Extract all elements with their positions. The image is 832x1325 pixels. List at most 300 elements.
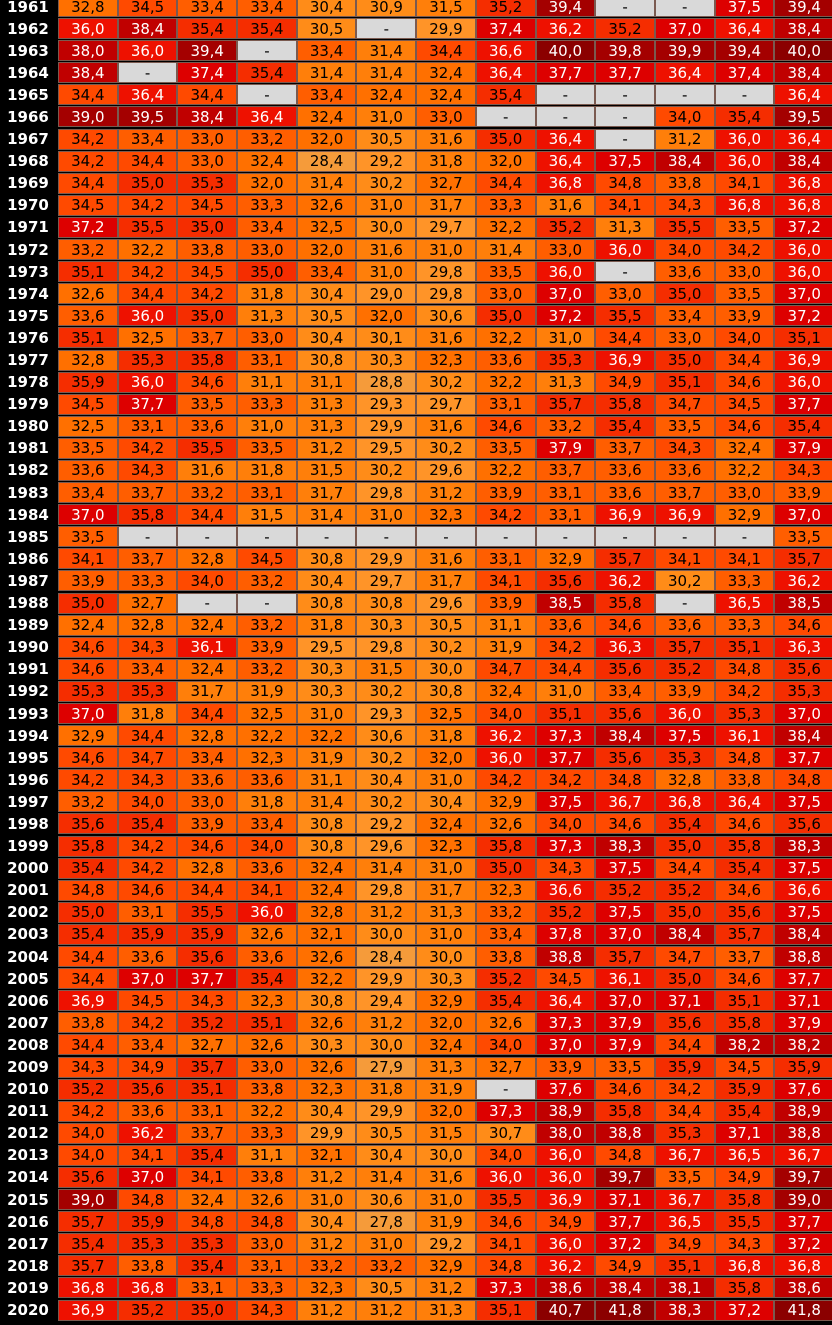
value-cell: 38,4 <box>655 924 715 945</box>
value-cell: 33,9 <box>655 681 715 702</box>
value-cell: 36,8 <box>655 791 715 812</box>
value-cell: 36,2 <box>536 1255 596 1276</box>
value-cell: 32,6 <box>237 1189 297 1210</box>
max-cell: 39,0 <box>774 1189 832 1210</box>
year-cell: 2019 <box>0 1277 58 1298</box>
value-cell: 34,6 <box>476 416 536 437</box>
value-cell: 34,2 <box>118 836 178 857</box>
value-cell: 34,3 <box>177 990 237 1011</box>
value-cell: 33,7 <box>118 482 178 503</box>
value-cell: 31,8 <box>118 703 178 724</box>
year-cell: 1996 <box>0 769 58 790</box>
value-cell: 34,9 <box>536 1211 596 1232</box>
value-cell: 36,8 <box>715 1255 775 1276</box>
value-cell: 30,4 <box>297 1211 357 1232</box>
value-cell: 32,2 <box>118 239 178 260</box>
value-cell: 40,7 <box>536 1300 596 1321</box>
value-cell: 35,7 <box>58 1211 118 1232</box>
year-cell: 1968 <box>0 151 58 172</box>
value-cell: 32,2 <box>476 460 536 481</box>
year-cell: 2004 <box>0 946 58 967</box>
max-cell: 36,4 <box>774 84 832 105</box>
value-cell: 35,8 <box>595 593 655 614</box>
value-cell: - <box>237 84 297 105</box>
value-cell: 35,9 <box>177 924 237 945</box>
value-cell: 32,2 <box>297 725 357 746</box>
value-cell: 34,4 <box>655 1034 715 1055</box>
table-row <box>0 217 832 238</box>
value-cell: 35,4 <box>58 1233 118 1254</box>
year-cell: 2015 <box>0 1189 58 1210</box>
value-cell: 32,6 <box>297 1012 357 1033</box>
value-cell: 31,4 <box>476 239 536 260</box>
value-cell: 34,7 <box>655 946 715 967</box>
value-cell: - <box>476 106 536 127</box>
value-cell: 35,7 <box>655 637 715 658</box>
value-cell: 37,4 <box>715 62 775 83</box>
value-cell: 31,3 <box>595 217 655 238</box>
value-cell: 35,2 <box>536 217 596 238</box>
value-cell: 38,8 <box>595 1123 655 1144</box>
value-cell: 35,4 <box>715 858 775 879</box>
table-row <box>0 438 832 459</box>
value-cell: 31,0 <box>356 195 416 216</box>
value-cell: 37,6 <box>536 1079 596 1100</box>
value-cell: 34,6 <box>715 813 775 834</box>
value-cell: 31,2 <box>297 1233 357 1254</box>
value-cell: 33,5 <box>595 1057 655 1078</box>
table-row <box>0 990 832 1011</box>
value-cell: - <box>356 18 416 39</box>
value-cell: 37,2 <box>595 1233 655 1254</box>
value-cell: 30,9 <box>356 0 416 17</box>
value-cell: 34,4 <box>177 880 237 901</box>
value-cell: 32,7 <box>476 1057 536 1078</box>
value-cell: 31,2 <box>297 1167 357 1188</box>
value-cell: - <box>715 526 775 547</box>
value-cell: 33,6 <box>655 460 715 481</box>
value-cell: 33,7 <box>715 946 775 967</box>
value-cell: 33,6 <box>118 946 178 967</box>
value-cell: - <box>536 526 596 547</box>
value-cell: 31,1 <box>476 615 536 636</box>
value-cell: 35,1 <box>237 1012 297 1033</box>
value-cell: 34,4 <box>58 946 118 967</box>
value-cell: 35,0 <box>655 283 715 304</box>
value-cell: 30,1 <box>356 327 416 348</box>
year-cell: 2018 <box>0 1255 58 1276</box>
value-cell: 35,3 <box>118 350 178 371</box>
value-cell: 33,4 <box>118 1034 178 1055</box>
value-cell: 36,5 <box>655 1211 715 1232</box>
table-row <box>0 747 832 768</box>
value-cell: 30,3 <box>416 968 476 989</box>
value-cell: 34,2 <box>58 151 118 172</box>
value-cell: 34,7 <box>118 747 178 768</box>
value-cell: 33,3 <box>237 195 297 216</box>
value-cell: 33,9 <box>715 305 775 326</box>
value-cell: 30,4 <box>416 791 476 812</box>
value-cell: 34,2 <box>118 1012 178 1033</box>
value-cell: 30,5 <box>416 615 476 636</box>
value-cell: 29,7 <box>416 394 476 415</box>
value-cell: 30,8 <box>356 593 416 614</box>
value-cell: 31,0 <box>297 703 357 724</box>
value-cell: 35,4 <box>237 18 297 39</box>
max-cell: 36,0 <box>774 239 832 260</box>
value-cell: 33,1 <box>237 350 297 371</box>
max-cell: 36,8 <box>774 1255 832 1276</box>
value-cell: 33,7 <box>655 482 715 503</box>
year-cell: 1961 <box>0 0 58 17</box>
value-cell: 30,4 <box>297 1101 357 1122</box>
table-row <box>0 18 832 39</box>
table-row <box>0 570 832 591</box>
value-cell: 37,7 <box>177 968 237 989</box>
value-cell: 31,1 <box>237 372 297 393</box>
value-cell: 30,2 <box>356 173 416 194</box>
value-cell: 39,4 <box>177 40 237 61</box>
value-cell: 35,7 <box>595 946 655 967</box>
value-cell: 35,1 <box>58 261 118 282</box>
year-cell: 2017 <box>0 1233 58 1254</box>
table-row <box>0 1101 832 1122</box>
value-cell: 35,1 <box>655 1255 715 1276</box>
value-cell: 32,4 <box>416 1034 476 1055</box>
value-cell: 31,4 <box>297 173 357 194</box>
value-cell: 33,0 <box>177 129 237 150</box>
value-cell: 35,6 <box>655 1012 715 1033</box>
value-cell: 37,9 <box>536 438 596 459</box>
value-cell: 33,0 <box>655 327 715 348</box>
value-cell: 29,3 <box>356 703 416 724</box>
value-cell: 35,0 <box>118 173 178 194</box>
value-cell: 32,9 <box>536 548 596 569</box>
value-cell: 28,8 <box>356 372 416 393</box>
year-cell: 1984 <box>0 504 58 525</box>
value-cell: 33,6 <box>655 261 715 282</box>
value-cell: 31,0 <box>416 769 476 790</box>
value-cell: 35,4 <box>237 62 297 83</box>
value-cell: 32,8 <box>58 350 118 371</box>
value-cell: 36,0 <box>476 1167 536 1188</box>
value-cell: 36,0 <box>655 703 715 724</box>
year-cell: 1971 <box>0 217 58 238</box>
value-cell: 33,6 <box>595 482 655 503</box>
value-cell: 36,0 <box>237 902 297 923</box>
value-cell: 33,8 <box>237 1079 297 1100</box>
max-cell: 38,3 <box>774 836 832 857</box>
value-cell: 34,0 <box>655 239 715 260</box>
value-cell: 29,9 <box>416 18 476 39</box>
max-cell: 37,2 <box>774 217 832 238</box>
value-cell: 35,7 <box>58 1255 118 1276</box>
value-cell: 32,9 <box>58 725 118 746</box>
value-cell: 31,6 <box>416 129 476 150</box>
value-cell: 34,8 <box>476 1255 536 1276</box>
value-cell: 35,9 <box>58 372 118 393</box>
value-cell: 33,0 <box>237 1057 297 1078</box>
value-cell: 31,2 <box>356 1012 416 1033</box>
value-cell: 33,0 <box>715 482 775 503</box>
value-cell: 32,3 <box>237 990 297 1011</box>
value-cell: 39,5 <box>118 106 178 127</box>
value-cell: 33,3 <box>237 1123 297 1144</box>
value-cell: 35,3 <box>536 350 596 371</box>
value-cell: 34,6 <box>58 659 118 680</box>
value-cell: 32,0 <box>356 305 416 326</box>
value-cell: - <box>595 0 655 17</box>
value-cell: 34,2 <box>58 129 118 150</box>
value-cell: - <box>595 106 655 127</box>
max-cell: 37,0 <box>774 703 832 724</box>
value-cell: - <box>356 526 416 547</box>
year-cell: 1985 <box>0 526 58 547</box>
value-cell: 35,6 <box>58 1167 118 1188</box>
year-cell: 2011 <box>0 1101 58 1122</box>
value-cell: 33,2 <box>237 570 297 591</box>
value-cell: 34,3 <box>118 460 178 481</box>
value-cell: 31,7 <box>297 482 357 503</box>
value-cell: 33,1 <box>177 1101 237 1122</box>
max-cell: 37,2 <box>774 305 832 326</box>
value-cell: 27,8 <box>356 1211 416 1232</box>
table-row <box>0 261 832 282</box>
value-cell: 32,5 <box>416 703 476 724</box>
value-cell: 34,0 <box>476 1034 536 1055</box>
value-cell: 34,0 <box>476 703 536 724</box>
value-cell: 33,0 <box>177 151 237 172</box>
value-cell: 35,7 <box>177 1057 237 1078</box>
value-cell: 37,2 <box>715 1300 775 1321</box>
value-cell: 32,2 <box>297 968 357 989</box>
value-cell: - <box>237 40 297 61</box>
value-cell: 32,5 <box>118 327 178 348</box>
value-cell: 32,4 <box>297 880 357 901</box>
max-cell: 37,5 <box>774 858 832 879</box>
value-cell: 34,4 <box>177 84 237 105</box>
table-row <box>0 769 832 790</box>
value-cell: 36,8 <box>536 173 596 194</box>
table-row <box>0 946 832 967</box>
value-cell: 32,9 <box>416 990 476 1011</box>
value-cell: 31,0 <box>416 1189 476 1210</box>
value-cell: 31,0 <box>356 106 416 127</box>
value-cell: 33,5 <box>58 526 118 547</box>
table-row <box>0 106 832 127</box>
table-row <box>0 1300 832 1321</box>
max-cell: 36,8 <box>774 173 832 194</box>
value-cell: 33,4 <box>237 0 297 17</box>
value-cell: - <box>655 593 715 614</box>
table-row <box>0 504 832 525</box>
value-cell: 35,4 <box>177 1145 237 1166</box>
table-row <box>0 681 832 702</box>
value-cell: 32,3 <box>416 504 476 525</box>
value-cell: 35,0 <box>655 836 715 857</box>
value-cell: 34,3 <box>655 438 715 459</box>
value-cell: 41,8 <box>595 1300 655 1321</box>
max-cell: 38,4 <box>774 62 832 83</box>
value-cell: 35,0 <box>237 261 297 282</box>
value-cell: 35,5 <box>476 1189 536 1210</box>
value-cell: 34,6 <box>715 372 775 393</box>
value-cell: 35,0 <box>476 129 536 150</box>
value-cell: 32,8 <box>177 548 237 569</box>
value-cell: 34,3 <box>58 1057 118 1078</box>
year-cell: 1970 <box>0 195 58 216</box>
value-cell: 33,1 <box>118 902 178 923</box>
value-cell: 29,7 <box>356 570 416 591</box>
year-cell: 1995 <box>0 747 58 768</box>
value-cell: 34,1 <box>237 880 297 901</box>
value-cell: 35,6 <box>715 902 775 923</box>
value-cell: 29,5 <box>356 438 416 459</box>
value-cell: 30,2 <box>356 681 416 702</box>
value-cell: 34,2 <box>655 1079 715 1100</box>
max-cell: 38,4 <box>774 725 832 746</box>
max-cell: 37,0 <box>774 283 832 304</box>
value-cell: 31,2 <box>297 438 357 459</box>
value-cell: 36,0 <box>118 40 178 61</box>
value-cell: 35,4 <box>476 84 536 105</box>
value-cell: 33,4 <box>655 305 715 326</box>
value-cell: 34,1 <box>118 1145 178 1166</box>
value-cell: 33,4 <box>237 217 297 238</box>
value-cell: 34,2 <box>177 283 237 304</box>
value-cell: 38,4 <box>655 151 715 172</box>
value-cell: 38,3 <box>595 836 655 857</box>
value-cell: 32,6 <box>297 1057 357 1078</box>
value-cell: 32,4 <box>356 84 416 105</box>
value-cell: 35,2 <box>595 18 655 39</box>
year-cell: 2000 <box>0 858 58 879</box>
value-cell: 35,8 <box>715 1012 775 1033</box>
value-cell: 31,0 <box>356 1233 416 1254</box>
value-cell: 36,2 <box>118 1123 178 1144</box>
value-cell: 37,5 <box>595 858 655 879</box>
value-cell: 32,4 <box>177 1189 237 1210</box>
table-row <box>0 791 832 812</box>
value-cell: 32,8 <box>297 902 357 923</box>
value-cell: 35,2 <box>476 0 536 17</box>
table-row <box>0 1034 832 1055</box>
value-cell: 33,6 <box>177 769 237 790</box>
table-row <box>0 858 832 879</box>
value-cell: 29,2 <box>356 151 416 172</box>
value-cell: 31,9 <box>416 1211 476 1232</box>
value-cell: 29,8 <box>356 880 416 901</box>
value-cell: 30,5 <box>356 1277 416 1298</box>
year-cell: 1962 <box>0 18 58 39</box>
value-cell: 36,0 <box>715 151 775 172</box>
table-row <box>0 548 832 569</box>
value-cell: 31,9 <box>237 681 297 702</box>
table-row <box>0 902 832 923</box>
value-cell: 34,5 <box>118 0 178 17</box>
value-cell: 30,4 <box>297 570 357 591</box>
value-cell: 35,1 <box>715 990 775 1011</box>
value-cell: 35,8 <box>715 1277 775 1298</box>
value-cell: 32,3 <box>237 747 297 768</box>
value-cell: 35,0 <box>655 968 715 989</box>
table-row <box>0 350 832 371</box>
value-cell: 35,3 <box>177 1233 237 1254</box>
value-cell: 35,9 <box>715 1079 775 1100</box>
value-cell: 33,2 <box>237 659 297 680</box>
max-cell: 36,0 <box>774 372 832 393</box>
max-cell: 38,4 <box>774 924 832 945</box>
table-row <box>0 416 832 437</box>
max-cell: 36,9 <box>774 350 832 371</box>
value-cell: 34,8 <box>595 173 655 194</box>
value-cell: 31,3 <box>297 416 357 437</box>
year-cell: 2010 <box>0 1079 58 1100</box>
value-cell: 31,6 <box>177 460 237 481</box>
value-cell: 30,4 <box>297 0 357 17</box>
value-cell: 29,9 <box>356 1101 416 1122</box>
value-cell: - <box>476 526 536 547</box>
value-cell: 36,1 <box>595 968 655 989</box>
max-cell: 34,3 <box>774 460 832 481</box>
value-cell: 31,7 <box>177 681 237 702</box>
value-cell: 34,4 <box>715 350 775 371</box>
year-cell: 2014 <box>0 1167 58 1188</box>
value-cell: 38,8 <box>536 946 596 967</box>
value-cell: 33,0 <box>237 239 297 260</box>
value-cell: 32,6 <box>297 946 357 967</box>
value-cell: 36,9 <box>536 1189 596 1210</box>
value-cell: - <box>536 84 596 105</box>
value-cell: 33,5 <box>476 261 536 282</box>
value-cell: 34,2 <box>715 681 775 702</box>
value-cell: 36,2 <box>536 18 596 39</box>
value-cell: 30,5 <box>356 129 416 150</box>
table-row <box>0 327 832 348</box>
value-cell: 33,7 <box>177 327 237 348</box>
value-cell: 37,5 <box>715 0 775 17</box>
value-cell: 38,4 <box>118 18 178 39</box>
value-cell: 38,1 <box>655 1277 715 1298</box>
value-cell: 34,1 <box>476 570 536 591</box>
value-cell: 32,3 <box>297 1277 357 1298</box>
value-cell: 34,6 <box>715 968 775 989</box>
value-cell: 34,1 <box>58 548 118 569</box>
value-cell: - <box>177 593 237 614</box>
year-cell: 1999 <box>0 836 58 857</box>
value-cell: 34,1 <box>476 1233 536 1254</box>
year-cell: 2013 <box>0 1145 58 1166</box>
value-cell: 38,4 <box>595 1277 655 1298</box>
value-cell: 34,4 <box>58 968 118 989</box>
year-cell: 1997 <box>0 791 58 812</box>
value-cell: 35,0 <box>177 217 237 238</box>
value-cell: 37,3 <box>536 1012 596 1033</box>
value-cell: 31,3 <box>536 372 596 393</box>
value-cell: 36,8 <box>715 195 775 216</box>
value-cell: 32,2 <box>715 460 775 481</box>
value-cell: 30,5 <box>356 1123 416 1144</box>
value-cell: 31,4 <box>356 858 416 879</box>
value-cell: 37,0 <box>118 968 178 989</box>
value-cell: 35,5 <box>177 438 237 459</box>
value-cell: 37,0 <box>58 703 118 724</box>
max-cell: 37,9 <box>774 1012 832 1033</box>
value-cell: 32,7 <box>177 1034 237 1055</box>
value-cell: 34,9 <box>655 1233 715 1254</box>
value-cell: 34,6 <box>58 747 118 768</box>
value-cell: 35,4 <box>476 990 536 1011</box>
